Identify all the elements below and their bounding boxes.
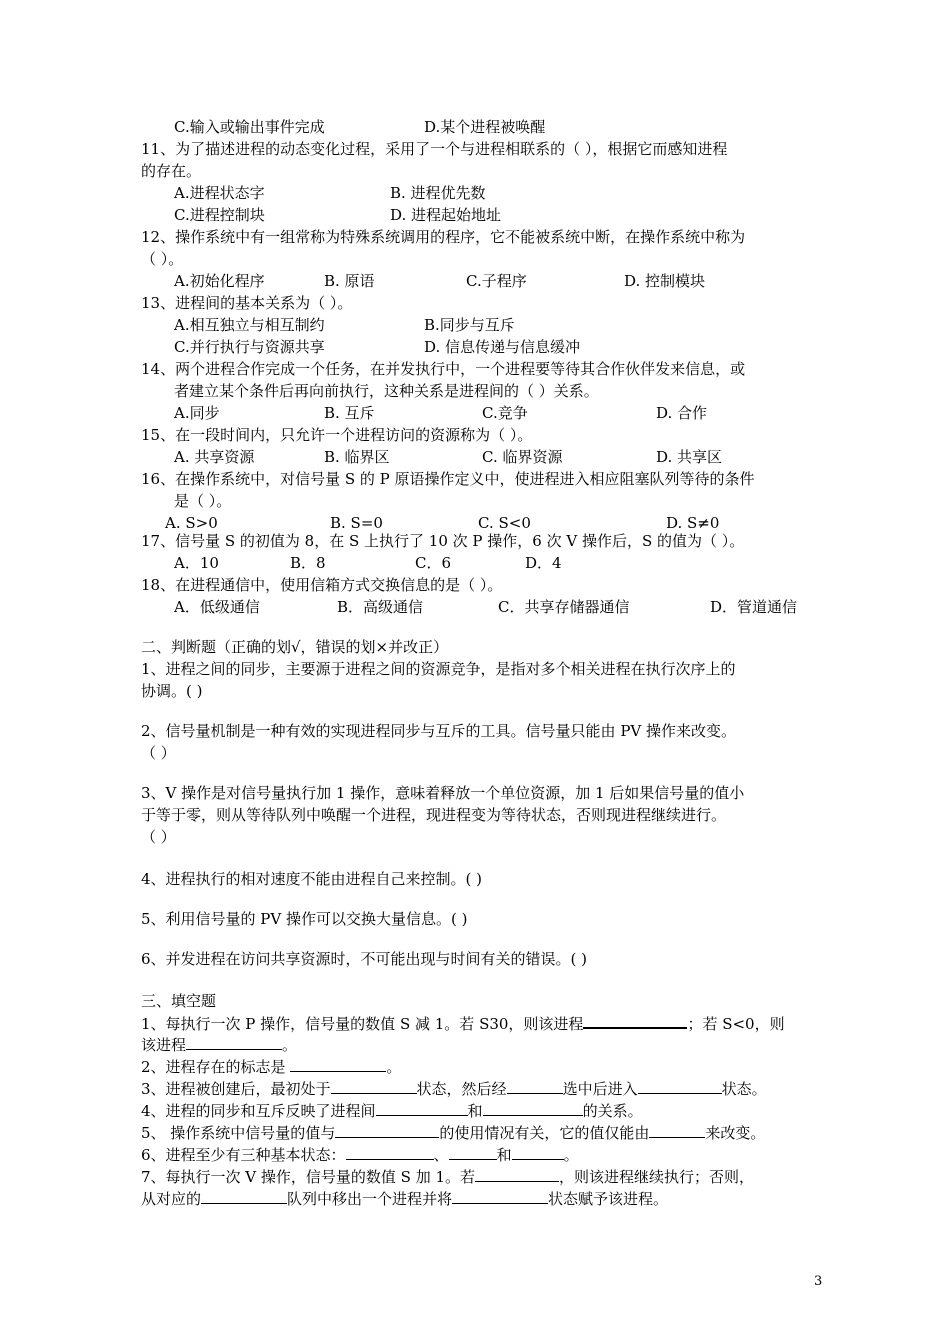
option-b: B. 进程优先数 — [390, 184, 486, 202]
page-number: 3 — [814, 1274, 823, 1289]
question-18-stem: 18、在进程通信中，使用信箱方式交换信息的是（ ）。 — [141, 576, 503, 594]
judge-item-3-cont2: （ ） — [141, 828, 176, 846]
option-d: D. 进程起始地址 — [390, 206, 502, 224]
option-c: C.子程序 — [466, 272, 527, 290]
option-d: D. 合作 — [656, 404, 708, 422]
option-b: B. 互斥 — [324, 404, 375, 422]
question-16-stem: 16、在操作系统中，对信号量 S 的 P 原语操作定义中，使进程进入相应阻塞队列等待的条件 — [141, 470, 755, 488]
question-14-stem: 14、两个进程合作完成一个任务，在并发执行中，一个进程要等待其合作伙伴发来信息，或 — [141, 360, 746, 378]
option-b: B. 原语 — [324, 272, 375, 290]
question-16-stem-cont: 是（ ）。 — [174, 492, 232, 510]
fill-item-3: 3、进程被创建后，最初处于 状态，然后经 选中后进入 状态。 — [141, 1080, 767, 1098]
judge-item-3-cont: 于等于零，则从等待队列中唤醒一个进程，现进程变为等待状态，否则现进程继续进行。 — [141, 806, 727, 824]
option-c: C.输入或输出事件完成 — [174, 118, 325, 136]
answer-blank[interactable] — [290, 1057, 386, 1072]
option-c: C. S<0 — [478, 514, 531, 532]
fill-item-1: 1、每执行一次 P 操作，信号量的数值 S 减 1。若 S30，则该进程 ；若 S<0，则 — [141, 1015, 785, 1033]
option-d: D．4 — [525, 554, 562, 572]
option-c: C. 临界资源 — [482, 448, 563, 466]
option-c: C.进程控制块 — [174, 206, 265, 224]
judge-item-6: 6、并发进程在访问共享资源时，不可能出现与时间有关的错误。( ) — [141, 950, 588, 968]
option-b: B．8 — [290, 554, 326, 572]
answer-blank[interactable] — [475, 1167, 559, 1182]
judge-item-5: 5、利用信号量的 PV 操作可以交换大量信息。( ) — [141, 910, 468, 928]
option-d: D. 共享区 — [656, 448, 723, 466]
judge-item-2: 2、信号量机制是一种有效的实现进程同步与互斥的工具。信号量只能由 PV 操作来改变。 — [141, 722, 737, 740]
option-a: A. 共享资源 — [174, 448, 255, 466]
option-b: B. 临界区 — [324, 448, 390, 466]
option-d: D．管道通信 — [710, 598, 798, 616]
section-fill-title: 三、填空题 — [141, 992, 217, 1010]
judge-item-4: 4、进程执行的相对速度不能由进程自己来控制。( ) — [141, 870, 483, 888]
option-a: A．低级通信 — [174, 598, 260, 616]
question-12-stem: 12、操作系统中有一组常称为特殊系统调用的程序，它不能被系统中断，在操作系统中称为 — [141, 228, 746, 246]
option-d: D. S≠0 — [666, 514, 720, 532]
answer-blank[interactable] — [376, 1101, 468, 1116]
option-d: D. 控制模块 — [624, 272, 706, 290]
fill-item-7-cont: 从对应的 队列中移出一个进程并将 状态赋予该进程。 — [141, 1190, 669, 1208]
option-a: A.相互独立与相互制约 — [174, 316, 325, 334]
answer-blank[interactable] — [583, 1013, 687, 1029]
judge-item-2-cont: （ ） — [141, 744, 176, 762]
question-11-stem-cont: 的存在。 — [141, 162, 202, 180]
fill-item-5: 5、 操作系统中信号量的值与 的使用情况有关，它的值仅能由 来改变。 — [141, 1124, 766, 1142]
question-12-stem-cont: （ ）。 — [141, 250, 184, 268]
answer-blank[interactable] — [186, 1035, 282, 1050]
question-13-stem: 13、进程间的基本关系为（ ）。 — [141, 294, 353, 312]
answer-blank[interactable] — [638, 1079, 722, 1094]
question-17-stem: 17、信号量 S 的初值为 8，在 S 上执行了 10 次 P 操作，6 次 V 操作后，S 的值为（ ）。 — [141, 532, 745, 550]
fill-item-1-cont: 该进程 。 — [141, 1036, 298, 1054]
judge-item-3: 3、V 操作是对信号量执行加 1 操作，意味着释放一个单位资源，加 1 后如果信号量的值小 — [141, 784, 745, 802]
answer-blank[interactable] — [649, 1123, 705, 1138]
fill-item-6: 6、进程至少有三种基本状态： 、 和 。 — [141, 1146, 579, 1164]
fill-item-2: 2、进程存在的标志是 。 — [141, 1058, 402, 1076]
option-c: C．共享存储器通信 — [498, 598, 630, 616]
answer-blank[interactable] — [512, 1145, 564, 1160]
question-15-stem: 15、在一段时间内，只允许一个进程访问的资源称为（ ）。 — [141, 426, 533, 444]
question-11-stem: 11、为了描述进程的动态变化过程，采用了一个与进程相联系的（ ），根据它而感知进程 — [141, 140, 728, 158]
answer-blank[interactable] — [346, 1145, 434, 1160]
judge-item-1: 1、进程之间的同步，主要源于进程之间的资源竞争，是指对多个相关进程在执行次序上的 — [141, 660, 736, 678]
fill-item-4: 4、进程的同步和互斥反映了进程间 和 的关系。 — [141, 1102, 643, 1120]
answer-blank[interactable] — [483, 1101, 583, 1116]
question-14-stem-cont: 者建立某个条件后再向前执行，这种关系是进程间的（ ）关系。 — [174, 382, 599, 400]
answer-blank[interactable] — [335, 1123, 439, 1138]
fill-item-7: 7、每执行一次 V 操作，信号量的数值 S 加 1。若 ，则该进程继续执行；否则， — [141, 1168, 755, 1186]
option-d: D. 信息传递与信息缓冲 — [424, 338, 581, 356]
answer-blank[interactable] — [449, 1145, 497, 1160]
answer-blank[interactable] — [452, 1189, 548, 1204]
option-b: B.同步与互斥 — [424, 316, 515, 334]
option-c: C．6 — [415, 554, 452, 572]
answer-blank[interactable] — [507, 1079, 563, 1094]
option-b: B．高级通信 — [337, 598, 424, 616]
option-c: C.并行执行与资源共享 — [174, 338, 325, 356]
answer-blank[interactable] — [331, 1079, 417, 1094]
option-a: A. S>0 — [165, 514, 218, 532]
option-c: C.竞争 — [482, 404, 528, 422]
judge-item-1-cont: 协调。( ) — [141, 682, 203, 700]
answer-blank[interactable] — [201, 1189, 287, 1204]
option-a: A.同步 — [174, 404, 220, 422]
option-a: A.进程状态字 — [174, 184, 265, 202]
option-b: B. S=0 — [330, 514, 383, 532]
section-judge-title: 二、判断题（正确的划√，错误的划×并改正） — [141, 638, 449, 656]
option-a: A．10 — [174, 554, 219, 572]
option-a: A.初始化程序 — [174, 272, 265, 290]
option-d: D.某个进程被唤醒 — [424, 118, 546, 136]
